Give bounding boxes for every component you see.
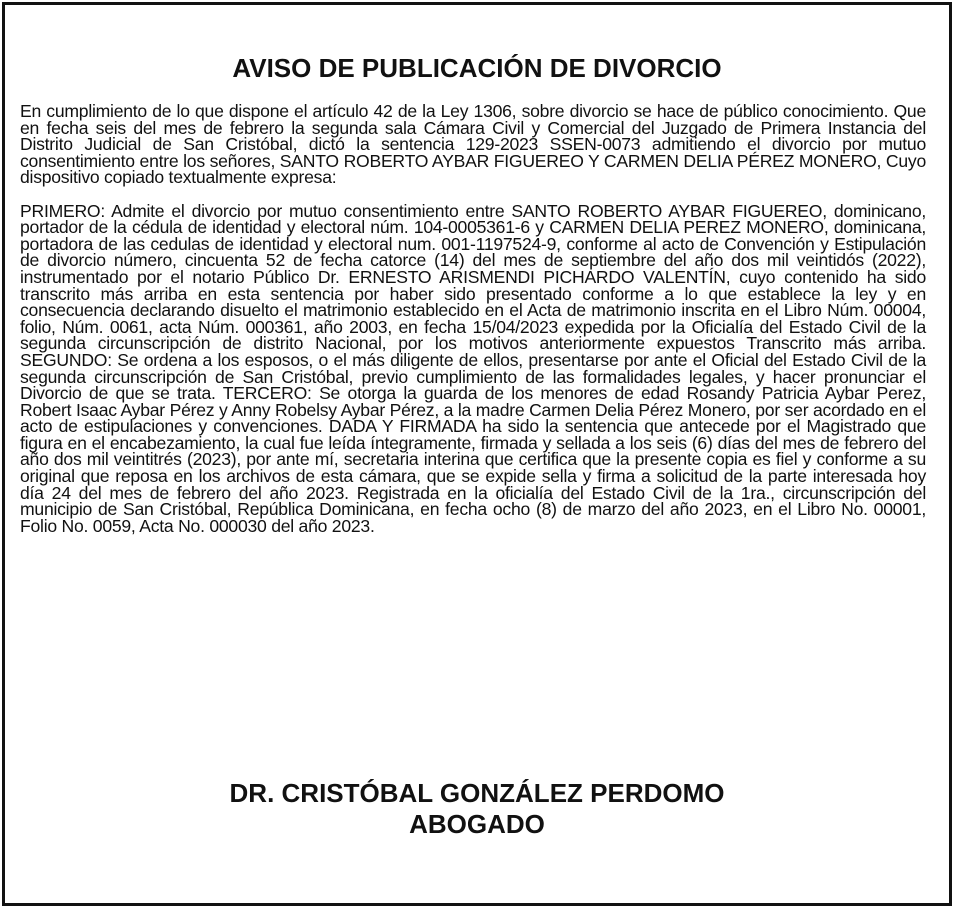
- ruling-paragraph: PRIMERO: Admite el divorcio por mutuo consentimiento entre SANTO ROBERTO AYBAR FIGUEREO, dominicano, portador de la cédula de identidad y electoral núm. 104-0005361-6 y CARMEN DELIA PEREZ MONERO, dominicana, portadora de las cedulas de identidad y electoral num. 001-1197524-9, conforme al acto de Convención y Estipulación de divorcio número, cincuenta 52 de fecha catorce (14) del mes de septiembre del año dos mil veintidós (2022), instrumentado por el notario Público Dr. ERNESTO ARISMENDI PICHARDO VALENTÍN, cuyo contenido ha sido transcrito más arriba en esta sentencia por haber sido presentado conforme a lo que establece la ley y en consecuencia declarando disuelto el matrimonio establecido en el Acta de matrimonio inscrita en el Libro Núm. 00004, folio, Núm. 0061, acta Núm. 000361, año 2003, en fecha 15/04/2023 expedida por la Oficialía del Estado Civil de la segunda circunscripción de distrito Nacional, por los motivos anteriormente expuestos Transcrito más arriba. SEGUNDO: Se ordena a los esposos, o el más diligente de ellos, presentarse por ante el Oficial del Estado Civil de la segunda circunscripción de San Cristóbal, previo cumplimiento de las formalidades legales, y hacer pronunciar el Divorcio de que se trata. TERCERO: Se otorga la guarda de los menores de edad Rosandy Patricia Aybar Perez, Robert Isaac Aybar Pérez y Anny Robelsy Aybar Pérez, a la madre Carmen Delia Pérez Monero, por ser acordado en el acto de estipulaciones y convenciones. DADA Y FIRMADA ha sido la sentencia que antecede por el Magistrado que figura en el encabezamiento, la cual fue leída íntegramente, firmada y sellada a los seis (6) días del mes de febrero del año dos mil veintitrés (2023), por ante mí, secretaria interina que certifica que la presente copia es fiel y conforme a su original que reposa en los archivos de esta cámara, que se expide sella y firma a solicitud de la parte interesada hoy día 24 del mes de febrero del año 2023. Registrada en la oficialía del Estado Civil de la 1ra., circunscripción del municipio de San Cristóbal, República Dominicana, en fecha ocho (8) de marzo del año 2023, en el Libro No. 00001, Folio No. 0059, Acta No. 000030 del año 2023.: [20, 200, 926, 536]
- signer-role: ABOGADO: [409, 809, 545, 839]
- intro-paragraph: En cumplimiento de lo que dispone el artículo 42 de la Ley 1306, sobre divorcio se hace de público conocimiento. Que en fecha seis del mes de febrero la segunda sala Cámara Civil y Comercial del Juzgado de Primera Instancia del Distrito Judicial de San Cristóbal, dictó la sentencia 129-2023 SSEN-0073 admitiendo el divorcio por mutuo consentimiento entre los señores, SANTO ROBERTO AYBAR FIGUEREO Y CARMEN DELIA PÉREZ MONERO, Cuyo dispositivo copiado textualmente expresa:: [20, 101, 926, 188]
- signer-name: DR. CRISTÓBAL GONZÁLEZ PERDOMO: [229, 778, 725, 808]
- notice-title: AVISO DE PUBLICACIÓN DE DIVORCIO: [232, 53, 722, 83]
- signature-block: [0, 778, 954, 840]
- notice-body: [20, 103, 926, 534]
